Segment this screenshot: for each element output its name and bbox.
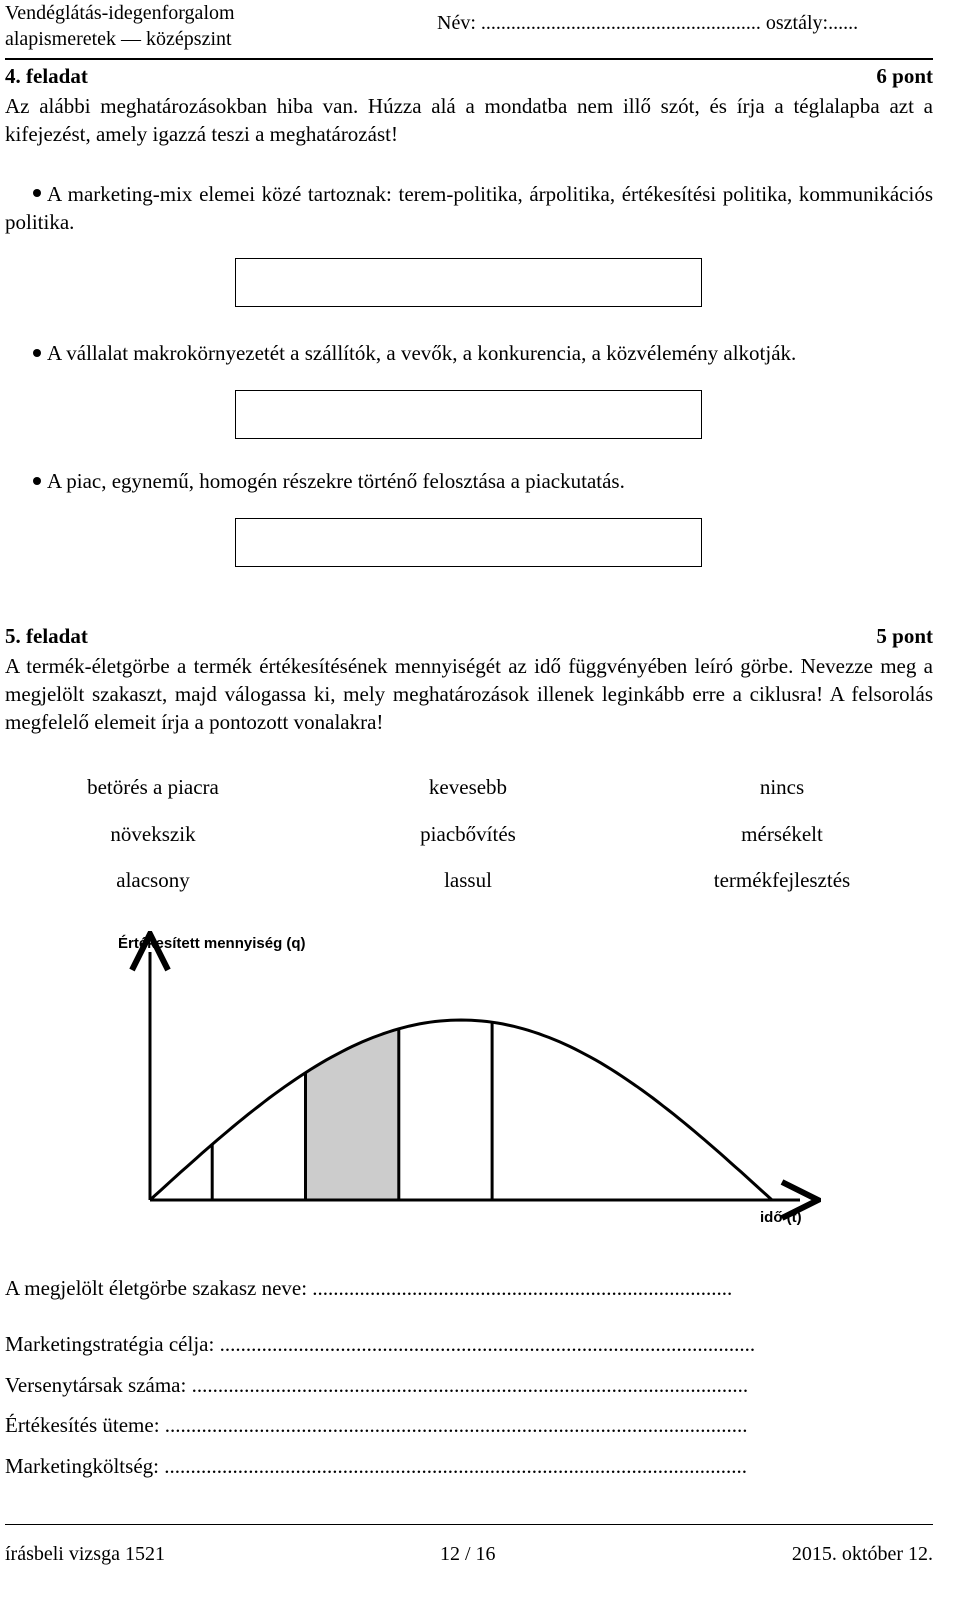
word-option: lassul: [444, 868, 492, 892]
bullet-icon: [33, 349, 41, 357]
answer-box-1[interactable]: [235, 258, 702, 307]
word-option: kevesebb: [428, 775, 508, 799]
footer-divider: [5, 1524, 933, 1525]
header-subject-line1: Vendéglátás-idegenforgalom: [5, 2, 235, 24]
task4-item-2: A vállalat makrokörnyezetét a szállítók, a vevők, a konkurencia, a közvélemény alkotják.: [47, 341, 797, 365]
header-subject: [5, 0, 235, 52]
highlighted-stage-area: [306, 1029, 399, 1200]
word-option: nincs: [759, 775, 805, 799]
word-option: mérsékelt: [741, 822, 823, 846]
word-option: piacbővítés: [420, 822, 516, 846]
footer-date: 2015. október 12.: [791, 1543, 933, 1565]
header-name-field: Név: ........................................................ osztály:......: [437, 12, 859, 34]
word-option: alacsony: [116, 868, 190, 892]
footer-page-number: 12 / 16: [440, 1543, 496, 1565]
answer-line-sales-rate[interactable]: Értékesítés üteme: ...............................................................................................................: [5, 1413, 748, 1437]
task5-title: 5. feladat: [5, 624, 88, 648]
task4-item-3: A piac, egynemű, homogén részekre történő felosztása a piackutatás.: [47, 469, 625, 493]
footer-exam-code: írásbeli vizsga 1521: [5, 1543, 165, 1565]
header-subject-line2: alapismeretek — középszint: [5, 28, 232, 50]
product-life-cycle-chart: [0, 920, 960, 1240]
task4-title: 4. feladat: [5, 64, 88, 88]
answer-line-marketing-cost[interactable]: Marketingköltség: ...............................................................................................................: [5, 1454, 747, 1478]
task4-item-1: A marketing-mix elemei közé tartoznak: terem-politika, árpolitika, értékesítési politika, kommunikációs politika.: [5, 182, 933, 234]
answer-line-competitors[interactable]: Versenytársak száma: ..........................................................................................................: [5, 1373, 749, 1397]
y-axis-label: Értékesített mennyiség (q): [118, 935, 306, 952]
word-option: termékfejlesztés: [713, 868, 851, 892]
header-divider: [5, 58, 933, 60]
task5-instruction: A termék-életgörbe a termék értékesítésének mennyiségét az idő függvényében leíró görbe. Nevezze meg a megjelölt szakaszt, majd válogassa ki, mely meghatározások illenek leginkább erre a ciklusra! A felsorolás megfelelő elemeit írja a pontozott vonalakra!: [5, 654, 933, 734]
word-option: betörés a piacra: [87, 775, 219, 799]
task4-points: 6 pont: [876, 64, 933, 88]
answer-box-3[interactable]: [235, 518, 702, 567]
bullet-icon: [33, 477, 41, 485]
x-axis-label: idő (t): [760, 1209, 802, 1226]
answer-line-strategy[interactable]: Marketingstratégia célja: ......................................................................................................: [5, 1332, 756, 1356]
word-option: növekszik: [110, 822, 196, 846]
answer-line-stage-name[interactable]: A megjelölt életgörbe szakasz neve: ................................................................................: [5, 1276, 733, 1300]
life-cycle-curve: [150, 1020, 772, 1200]
task5-points: 5 pont: [876, 624, 933, 648]
task4-instruction: Az alábbi meghatározásokban hiba van. Húzza alá a mondatba nem illő szót, és írja a téglalapba azt a kifejezést, amely igazzá teszi a meghatározást!: [5, 94, 933, 146]
answer-box-2[interactable]: [235, 390, 702, 439]
